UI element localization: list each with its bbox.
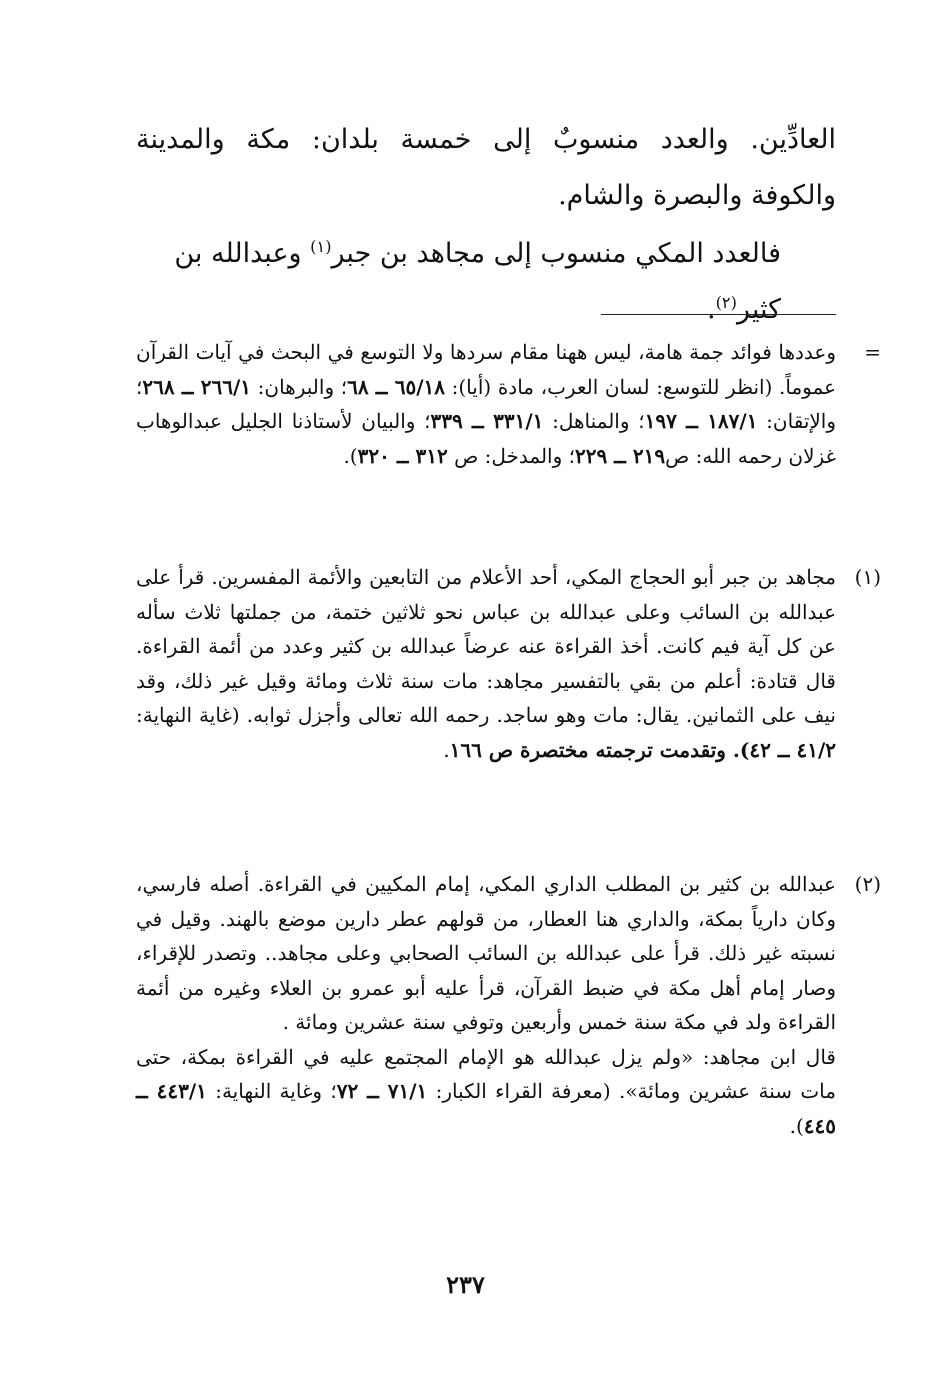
footnote-1-text: مجاهد بن جبر أبو الحجاج المكي، أحد الأعلام من التابعين والأئمة المفسرين. قرأ على عبدالله بن السائب وعلى عبدالله بن عباس نحو ثلاثين ختمة، من جملتها ثلاث سأله عن كل آية فيم كانت. أخذ القراءة عنه عرضاً عبدالله بن كثير وعدد من أئمة القراءة. قال قتادة: أعلم من بقي بالتفسير مجاهد: مات سنة ثلاث ومائة وقيل غير ذلك، وقد نيف على الثمانين. يقال: مات وهو ساجد. رحمه الله تعالى وأجزل ثوابه. (غاية النهاية: — [136, 565, 836, 727]
footnote-continuation-ref-f: ٣١٢ ــ ٣٢٠ — [357, 443, 448, 468]
footnote-continuation-text-b: ؛ والبرهان: — [251, 374, 348, 399]
body-paragraph-1-text: العادِّين. والعدد منسوبٌ إلى خمسة بلدان: مكة والمدينة والكوفة والبصرة والشام. — [136, 124, 836, 211]
footnote-continuation-text-a: وعددها فوائد جمة هامة، ليس ههنا مقام سردها ولا التوسع في البحث في آيات القرآن عموماً. (انظر للتوسع: لسان العرب، مادة (أيا): — [136, 340, 837, 399]
footnote-continuation-text-d: ؛ والمناهل: — [543, 409, 645, 433]
footnote-1 — [136, 560, 881, 767]
body-paragraph-1 — [136, 112, 836, 224]
footnote-2-quote-c: ). — [789, 1113, 804, 1138]
body-paragraph-2-mid: وعبدالله بن كثير — [174, 238, 781, 325]
footnote-continuation-text-c: ؛ والإتقان: — [136, 374, 837, 433]
footnote-1-marker: (١) — [854, 565, 881, 589]
footnote-continuation-ref-e: ٢١٩ ــ ٢٢٩ — [574, 443, 666, 468]
footnote-ref-2[interactable]: (٢) — [715, 293, 737, 312]
footnote-2-quote — [136, 1040, 836, 1144]
footnote-continuation-text-f: ؛ والمدخل: ص — [447, 443, 575, 468]
footnote-continuation-ref-b: ٢٦٦/١ ــ ٢٦٨ — [142, 374, 252, 399]
body-paragraph-2-main: فالعدد المكي منسوب إلى مجاهد بن جبر — [331, 238, 781, 269]
footnote-continuation-text-e: ؛ والبيان لأستاذنا الجليل عبدالوهاب غزلان رحمه الله: ص — [136, 409, 836, 468]
footnote-2 — [136, 867, 881, 1143]
footnote-continuation-text-g: ). — [343, 443, 358, 468]
footnote-1-end: . — [443, 737, 450, 762]
footnote-1-ref: ٤١/٢ ــ ٤٢). وتقدمت ترجمته مختصرة ص ١٦٦ — [449, 737, 836, 762]
footnote-ref-1[interactable]: (١) — [310, 237, 332, 256]
body-paragraph-2 — [121, 226, 781, 338]
footnote-2-text: عبدالله بن كثير بن المطلب الداري المكي، إمام المكيين في القراءة. أصله فارسي، وكان دارياً بمكة، والداري هنا العطار، من قولهم عطر دارين موضع بالهند. وقيل في نسبته غير ذلك. قرأ على عبدالله بن السائب الصحابي وعلى مجاهد.. وتصدر للإقراء، وصار إمام أهل مكة في ضبط القرآن، قرأ عليه أبو عمرو بن العلاء وغيره من أئمة القراءة ولد في مكة سنة خمس وأربعين وتوفي سنة عشرين ومائة . — [136, 872, 836, 1034]
footnote-2-ref-a: ٧١/١ ــ ٧٢ — [336, 1079, 428, 1103]
footnote-2-marker: (٢) — [854, 872, 881, 896]
footnote-2-ref-b: ٤٤٣/١ ــ ٤٤٥ — [136, 1079, 836, 1138]
footnote-continuation — [136, 335, 881, 473]
footnote-continuation-ref-d: ٣٣١/١ ــ ٣٣٩ — [430, 409, 544, 433]
footnote-2-quote-b: ؛ وغاية النهاية: — [206, 1079, 337, 1103]
footnote-continuation-ref-a: ٦٥/١٨ ــ ٦٨ — [347, 374, 446, 399]
page-number: ٢٣٧ — [446, 1270, 485, 1299]
footnote-continuation-marker: = — [864, 340, 881, 364]
footnote-continuation-ref-c: ١٨٧/١ ــ ١٩٧ — [644, 409, 758, 433]
footnote-2-quote-a: قال ابن مجاهد: «ولم يزل عبدالله هو الإمام المجتمع عليه في القراءة بمكة، حتى مات سنة عشرين ومائة». (معرفة القراء الكبار: — [136, 1044, 836, 1103]
footnote-separator — [601, 314, 836, 315]
body-paragraph-2-end: . — [707, 294, 716, 325]
